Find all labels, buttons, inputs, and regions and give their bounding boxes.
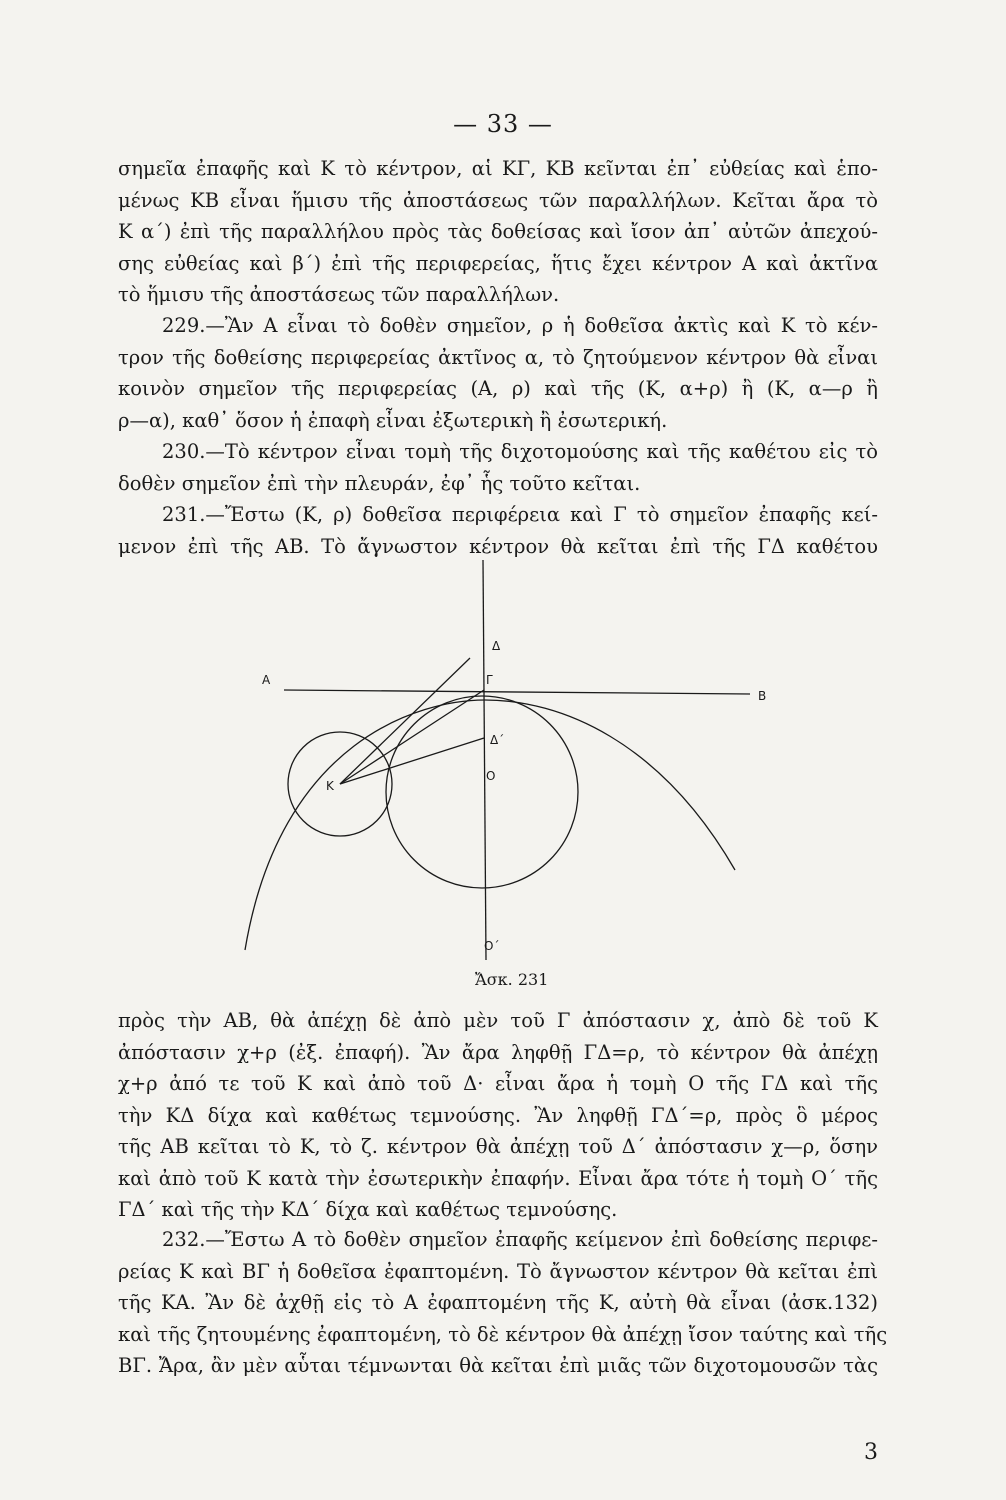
footer-signature-number: 3 bbox=[864, 1440, 878, 1465]
text-line: καὶ ἀπὸ τοῦ Κ κατὰ τὴν ἐσωτερικὴν ἐπαφήν. Εἶναι ἄρα τότε ἡ τομὴ Ο΄ τῆς bbox=[118, 1166, 878, 1190]
label-b: B bbox=[758, 689, 767, 703]
text-line: ἀπόστασιν χ+ρ (ἐξ. ἐπαφή). Ἂν ἄρα ληφθῇ ΓΔ=ρ, τὸ κέντρον θὰ ἀπέχῃ bbox=[118, 1040, 878, 1064]
text-line: καὶ τῆς ζητουμένης ἐφαπτομένη, τὸ δὲ κέντρον θὰ ἀπέχῃ ἴσον ταύτης καὶ τῆς bbox=[118, 1322, 888, 1346]
text-line: ρείας Κ καὶ ΒΓ ἡ δοθεῖσα ἐφαπτομένη. Τὸ ἄγνωστον κέντρον θὰ κεῖται ἐπὶ bbox=[118, 1259, 878, 1283]
label-a: A bbox=[262, 673, 271, 687]
figure-caption: Ἄσκ. 231 bbox=[475, 970, 549, 989]
text-line: τῆς ΑΒ κεῖται τὸ Κ, τὸ ζ. κέντρον θὰ ἀπέχῃ τοῦ Δ΄ ἀπόστασιν χ—ρ, ὅσην bbox=[118, 1135, 878, 1158]
text-line: πρὸς τὴν ΑΒ, θὰ ἀπέχῃ δὲ ἀπὸ μὲν τοῦ Γ ἀπόστασιν χ, ἀπὸ δὲ τοῦ Κ bbox=[118, 1009, 878, 1032]
text-line: σης εὐθείας καὶ β΄) ἐπὶ τῆς περιφερείας, ἥτις ἔχει κέντρον Α καὶ ἀκτῖνα bbox=[118, 251, 878, 275]
line-ab bbox=[284, 690, 750, 694]
text-line: 229.—Ἂν Α εἶναι τὸ δοθὲν σημεῖον, ρ ἡ δοθεῖσα ἀκτὶς καὶ Κ τὸ κέν- bbox=[162, 314, 878, 337]
label-g: Γ bbox=[486, 673, 493, 687]
segment-k-d-prime bbox=[340, 738, 484, 784]
text-line: τὸ ἥμισυ τῆς ἀποστάσεως τῶν παραλλήλων. bbox=[118, 283, 560, 306]
text-line: μενον ἐπὶ τῆς ΑΒ. Τὸ ἄγνωστον κέντρον θὰ κεῖται ἐπὶ τῆς ΓΔ καθέτου bbox=[118, 534, 878, 558]
text-line: ΒΓ. Ἄρα, ἂν μὲν αὗται τέμνωνται θὰ κεῖται ἐπὶ μιᾶς τῶν διχοτομουσῶν τὰς bbox=[118, 1354, 878, 1377]
text-line: Κ α΄) ἐπὶ τῆς παραλλήλου πρὸς τὰς δοθείσας καὶ ἴσον ἀπ᾽ αὐτῶν ἀπεχού- bbox=[118, 220, 878, 243]
text-line: 230.—Τὸ κέντρον εἶναι τομὴ τῆς διχοτομούσης καὶ τῆς καθέτου εἰς τὸ bbox=[162, 440, 878, 463]
text-line: ρ—α), καθ᾽ ὅσον ἡ ἐπαφὴ εἶναι ἐξωτερικὴ ἢ ἐσωτερική. bbox=[118, 408, 668, 432]
text-line: τῆς ΚΑ. Ἂν δὲ ἀχθῇ εἰς τὸ Α ἐφαπτομένη τῆς Κ, αὐτὴ θὰ εἶναι (ἀσκ.132) bbox=[118, 1291, 878, 1314]
text-line: κοινὸν σημεῖον τῆς περιφερείας (Α, ρ) καὶ τῆς (Κ, α+ρ) ἢ (Κ, α—ρ ἢ bbox=[118, 377, 878, 400]
label-o-prime: O΄ bbox=[484, 939, 500, 953]
text-line: σημεῖα ἐπαφῆς καὶ Κ τὸ κέντρον, αἱ ΚΓ, ΚΒ κεῖνται ἐπ᾽ εὐθείας καὶ ἑπο- bbox=[118, 157, 878, 180]
label-d-prime: Δ΄ bbox=[490, 733, 505, 747]
text-line: μένως ΚΒ εἶναι ἥμισυ τῆς ἀποστάσεως τῶν παραλλήλων. Κεῖται ἄρα τὸ bbox=[118, 188, 878, 212]
label-d: Δ bbox=[492, 639, 501, 653]
label-o: O bbox=[486, 769, 496, 783]
text-line: 231.—Ἔστω (Κ, ρ) δοθεῖσα περιφέρεια καὶ Γ τὸ σημεῖον ἐπαφῆς κεί- bbox=[162, 503, 878, 526]
paragraph-231-continuation bbox=[118, 1005, 878, 1226]
label-k: K bbox=[326, 779, 334, 793]
text-line: ΓΔ΄ καὶ τῆς τὴν ΚΔ΄ δίχα καὶ καθέτως τεμνούσης. bbox=[118, 1198, 618, 1221]
text-line: τρον τῆς δοθείσης περιφερείας ἀκτῖνος α, τὸ ζητούμενον κέντρον θὰ εἶναι bbox=[118, 345, 878, 369]
page-number: — 33 — bbox=[453, 110, 553, 138]
segment-k-d bbox=[340, 658, 470, 784]
line-gd-perpendicular bbox=[483, 560, 486, 960]
paragraph-232 bbox=[118, 1224, 888, 1382]
text-line: 232.—Ἔστω Α τὸ δοθὲν σημεῖον ἐπαφῆς κείμενον ἐπὶ δοθείσης περιφε- bbox=[162, 1228, 878, 1251]
text-line: τὴν ΚΔ δίχα καὶ καθέτως τεμνούσης. Ἂν ληφθῇ ΓΔ΄=ρ, πρὸς ὃ μέρος bbox=[118, 1103, 878, 1127]
text-line: δοθὲν σημεῖον ἐπὶ τὴν πλευράν, ἐφ᾽ ἧς τοῦτο κεῖται. bbox=[118, 471, 641, 495]
inner-tangent-circle bbox=[386, 696, 578, 888]
text-line: χ+ρ ἀπό τε τοῦ Κ καὶ ἀπὸ τοῦ Δ· εἶναι ἄρα ἡ τομὴ Ο τῆς ΓΔ καὶ τῆς bbox=[118, 1072, 878, 1095]
